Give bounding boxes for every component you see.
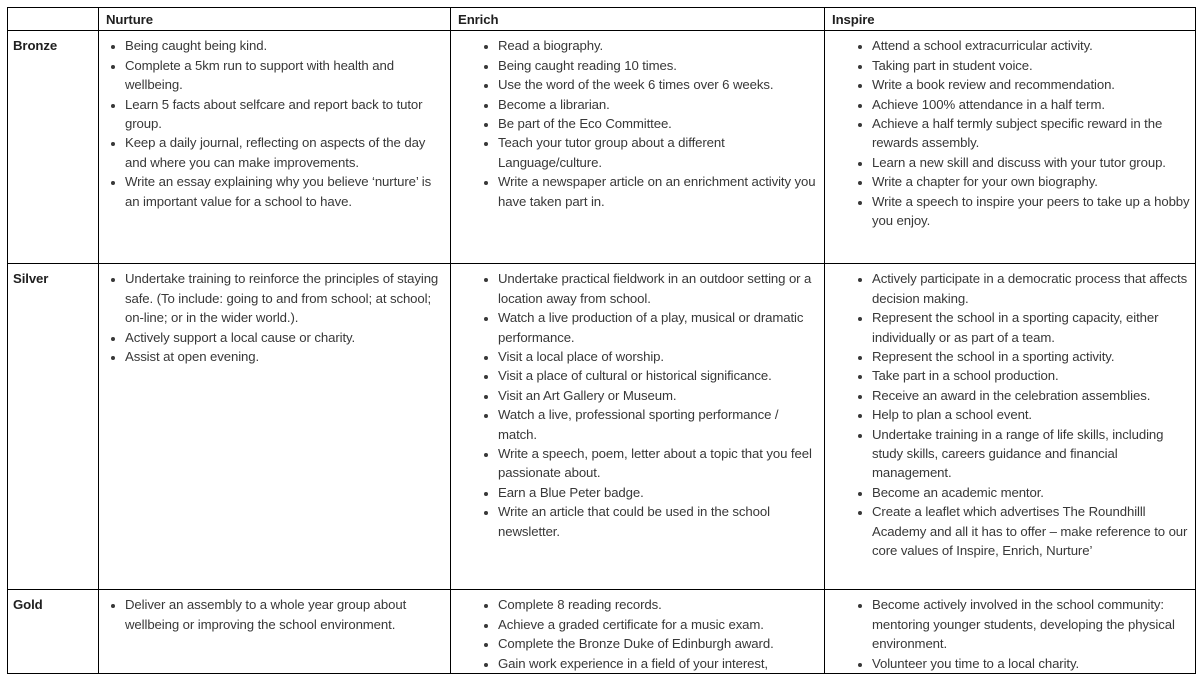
list-item: • Write a book review and recommendation. [872, 75, 1191, 94]
header-nurture: Nurture [99, 8, 451, 31]
header-row [8, 8, 1196, 31]
cell-bronze-inspire [825, 31, 1196, 264]
list-item: • Assist at open evening. [125, 347, 446, 366]
list-item: • Complete 8 reading records. [498, 595, 820, 614]
header-inspire: Inspire [825, 8, 1196, 31]
list-item: • Represent the school in a sporting capacity, either individually or as part of a team. [872, 308, 1191, 347]
list-item: • Volunteer you time to a local charity. [872, 654, 1191, 673]
list-item: • Receive an award in the celebration assemblies. [872, 386, 1191, 405]
list-item: • Undertake training to reinforce the principles of staying safe. (To include: going to and from school; at school; on-line; or in the wider world.). [125, 269, 446, 327]
bullet-list-silver-inspire [825, 269, 1191, 560]
list-item: • Be part of the Eco Committee. [498, 114, 820, 133]
list-item: • Write an article that could be used in the school newsletter. [498, 502, 820, 541]
cell-silver-inspire [825, 264, 1196, 590]
list-item: • Visit a local place of worship. [498, 347, 820, 366]
list-item: • Learn 5 facts about selfcare and report back to tutor group. [125, 95, 446, 134]
list-item: • Taking part in student voice. [872, 56, 1191, 75]
list-item: • Take part in a school production. [872, 366, 1191, 385]
list-item: • Deliver an assembly to a whole year group about wellbeing or improving the school environment. [125, 595, 446, 634]
cell-bronze-nurture [99, 31, 451, 264]
list-item: • Become actively involved in the school community: mentoring younger students, developing the physical environment. [872, 595, 1191, 653]
list-item: • Attend a school extracurricular activity. [872, 36, 1191, 55]
list-item: • Watch a live production of a play, musical or dramatic performance. [498, 308, 820, 347]
bullet-list-silver-nurture [99, 269, 446, 366]
list-item: • Learn a new skill and discuss with your tutor group. [872, 153, 1191, 172]
list-item: • Complete a 5km run to support with health and wellbeing. [125, 56, 446, 95]
bullet-list-bronze-inspire [825, 36, 1191, 230]
cell-bronze-enrich [451, 31, 825, 264]
list-item: • Gain work experience in a field of your interest, [498, 654, 820, 673]
bullet-list-gold-inspire [825, 595, 1191, 673]
header-empty-cell [8, 8, 99, 31]
list-item: • Being caught being kind. [125, 36, 446, 55]
list-item: • Actively participate in a democratic process that affects decision making. [872, 269, 1191, 308]
list-item: • Write a newspaper article on an enrichment activity you have taken part in. [498, 172, 820, 211]
header-enrich: Enrich [451, 8, 825, 31]
cell-gold-nurture [99, 590, 451, 674]
list-item: • Write a chapter for your own biography. [872, 172, 1191, 191]
bullet-list-silver-enrich [451, 269, 820, 541]
list-item: • Undertake practical fieldwork in an outdoor setting or a location away from school. [498, 269, 820, 308]
row-label-bronze: Bronze [8, 31, 99, 264]
list-item: • Represent the school in a sporting activity. [872, 347, 1191, 366]
list-item: • Keep a daily journal, reflecting on aspects of the day and where you can make improvements. [125, 133, 446, 172]
bullet-list-gold-enrich [451, 595, 820, 673]
list-item: • Watch a live, professional sporting performance / match. [498, 405, 820, 444]
list-item: • Use the word of the week 6 times over 6 weeks. [498, 75, 820, 94]
bullet-list-bronze-nurture [99, 36, 446, 211]
list-item: • Become an academic mentor. [872, 483, 1191, 502]
list-item: • Visit an Art Gallery or Museum. [498, 386, 820, 405]
bullet-list-gold-nurture [99, 595, 446, 634]
list-item: • Read a biography. [498, 36, 820, 55]
row-gold [8, 590, 1196, 674]
list-item: • Achieve a half termly subject specific reward in the rewards assembly. [872, 114, 1191, 153]
list-item: • Write a speech, poem, letter about a topic that you feel passionate about. [498, 444, 820, 483]
rewards-table [7, 7, 1196, 674]
list-item: • Visit a place of cultural or historical significance. [498, 366, 820, 385]
list-item: • Actively support a local cause or charity. [125, 328, 446, 347]
cell-silver-nurture [99, 264, 451, 590]
row-bronze [8, 31, 1196, 264]
cell-gold-inspire [825, 590, 1196, 674]
list-item: • Create a leaflet which advertises The Roundhilll Academy and all it has to offer – make reference to our core values of Inspire, Enrich, Nurture’ [872, 502, 1191, 560]
list-item: • Achieve a graded certificate for a music exam. [498, 615, 820, 634]
list-item: • Teach your tutor group about a different Language/culture. [498, 133, 820, 172]
list-item: • Earn a Blue Peter badge. [498, 483, 820, 502]
list-item: • Achieve 100% attendance in a half term. [872, 95, 1191, 114]
cell-silver-enrich [451, 264, 825, 590]
list-item: • Become a librarian. [498, 95, 820, 114]
row-label-gold: Gold [8, 590, 99, 674]
row-label-silver: Silver [8, 264, 99, 590]
cell-gold-enrich [451, 590, 825, 674]
list-item: • Undertake training in a range of life skills, including study skills, careers guidance and financial management. [872, 425, 1191, 483]
list-item: • Write an essay explaining why you believe ‘nurture’ is an important value for a school to have. [125, 172, 446, 211]
row-silver [8, 264, 1196, 590]
list-item: • Complete the Bronze Duke of Edinburgh award. [498, 634, 820, 653]
list-item: • Write a speech to inspire your peers to take up a hobby you enjoy. [872, 192, 1191, 231]
bullet-list-bronze-enrich [451, 36, 820, 211]
list-item: • Help to plan a school event. [872, 405, 1191, 424]
list-item: • Being caught reading 10 times. [498, 56, 820, 75]
